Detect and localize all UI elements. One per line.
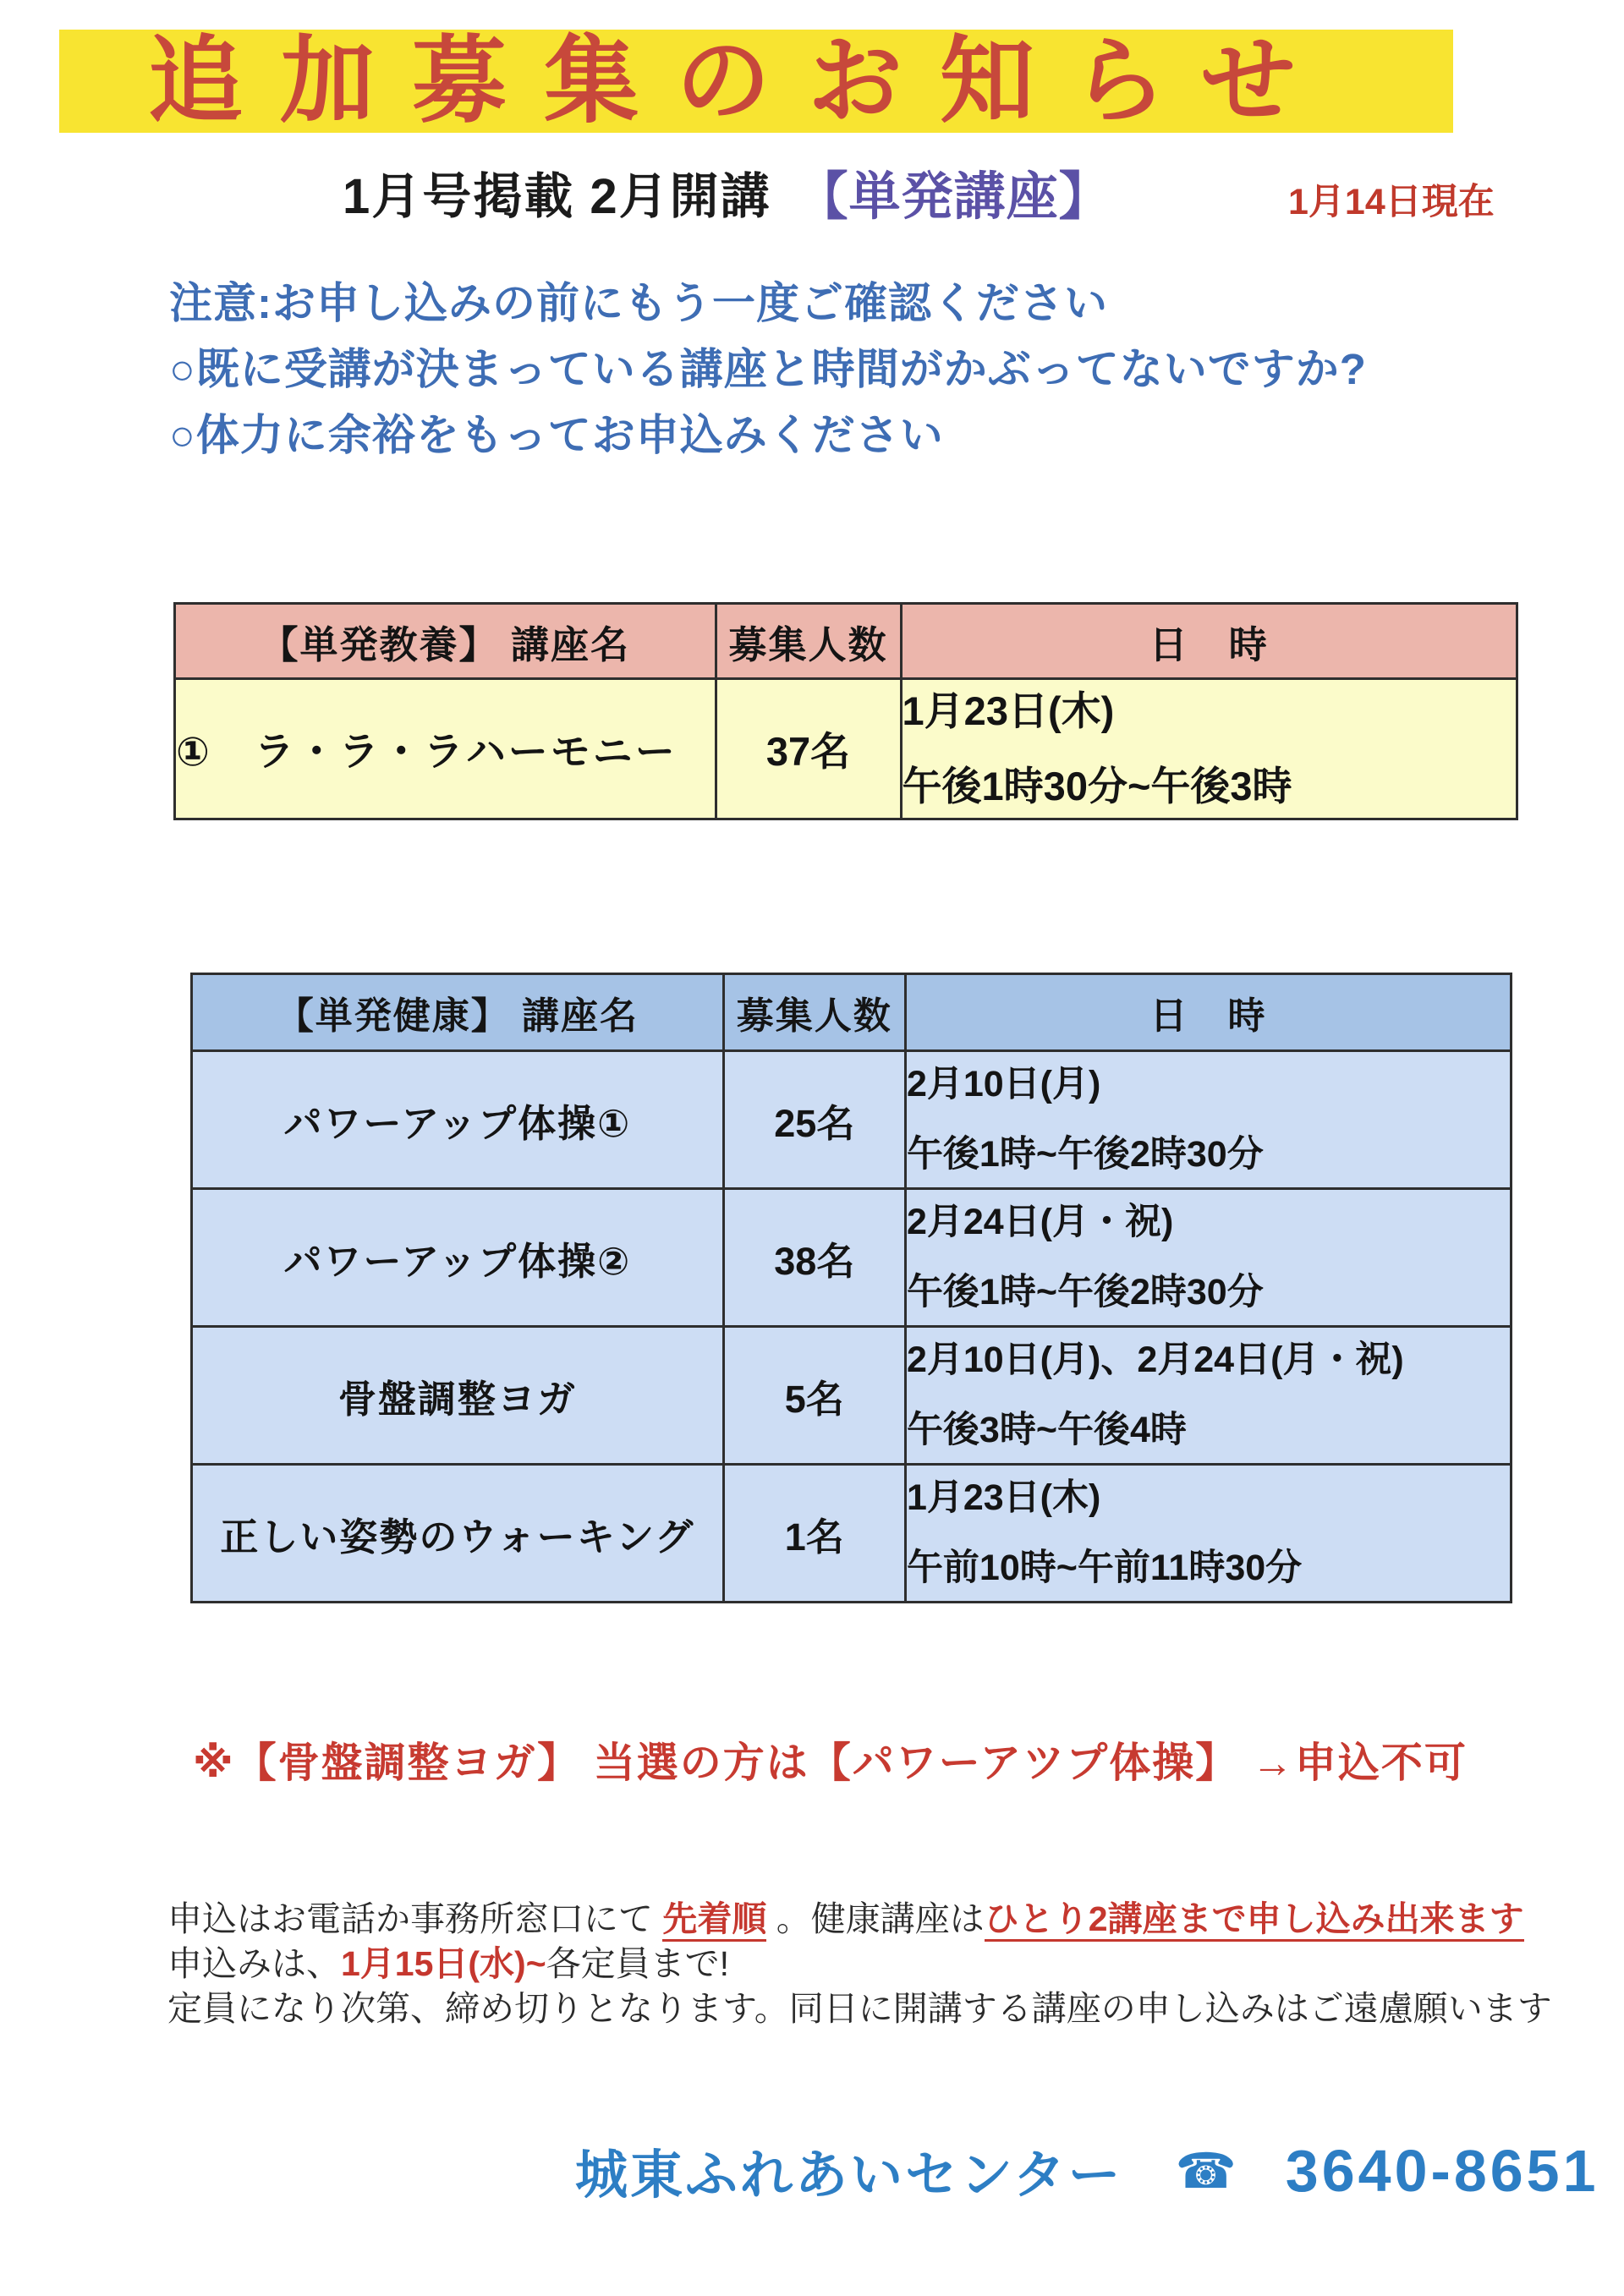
course-capacity: 38名 [723, 1189, 905, 1327]
course-datetime [905, 1051, 1511, 1189]
footer-contact [575, 2133, 1599, 2208]
phone-number: 3640-8651 [1285, 2137, 1599, 2204]
as-of-date: 1月14日現在 [1288, 182, 1495, 222]
application-line-2 [167, 1942, 1552, 1986]
course-name: パワーアップ体操② [192, 1189, 724, 1327]
course-date: 1月23日(木) [906, 1477, 1101, 1518]
application-line-1 [167, 1897, 1552, 1942]
course-date: 2月24日(月・祝) [906, 1201, 1174, 1242]
table-header-row [175, 604, 1517, 679]
yoga-exclusion-note: ※【骨盤調整ヨガ】 当選の方は【パワーアツプ体操】 →申込不可 [193, 1740, 1468, 1786]
course-date: 1月23日(木) [902, 688, 1115, 734]
notice-line-2: ○既に受講が決まっている講座と時間がかぶってないですか? [169, 345, 1367, 393]
course-datetime [905, 1465, 1511, 1603]
application-start-date: 1月15日(水)~ [341, 1944, 546, 1983]
application-line2-post: 各定員まで! [546, 1944, 730, 1983]
table-row [175, 679, 1517, 819]
course-name: 骨盤調整ヨガ [192, 1327, 724, 1465]
application-line1-mid: 。健康講座は [766, 1899, 985, 1938]
phone-icon: ☎ [1175, 2143, 1237, 2199]
t2-header-capacity: 募集人数 [723, 974, 905, 1051]
course-date: 2月10日(月)、2月24日(月・祝) [906, 1339, 1404, 1380]
subtitle-schedule: 1月号掲載 2月開講 [343, 169, 771, 224]
t2-header-course-name: 【単発健康】 講座名 [192, 974, 724, 1051]
table-row [192, 1327, 1512, 1465]
notice-line-3: ○体力に余裕をもってお申込みください [169, 411, 944, 459]
application-line1-pre: 申込はお電話か事務所窓口にて [167, 1899, 663, 1938]
subtitle-row [343, 157, 1111, 227]
table-row [192, 1051, 1512, 1189]
course-datetime [905, 1189, 1511, 1327]
course-time: 午後1時30分~午後3時 [902, 763, 1292, 808]
subtitle-course-type: 【単発講座】 [796, 167, 1111, 225]
course-name: 正しい姿勢のウォーキング [192, 1465, 724, 1603]
course-capacity: 1名 [723, 1465, 905, 1603]
single-culture-course-table [173, 602, 1518, 820]
course-name: パワーアップ体操① [192, 1051, 724, 1189]
course-capacity: 37名 [716, 679, 901, 819]
t2-header-datetime: 日 時 [905, 974, 1511, 1051]
course-name: ① ラ・ラ・ラハーモニー [175, 679, 716, 819]
banner [59, 30, 1453, 133]
notice-block [169, 271, 1367, 469]
two-course-limit: ひとり2講座まで申し込み出来ます [985, 1899, 1524, 1942]
course-datetime [901, 679, 1517, 819]
table-row [192, 1189, 1512, 1327]
application-line2-pre: 申込みは、 [167, 1944, 341, 1983]
notice-line-1: 注意:お申し込みの前にもう一度ご確認ください [169, 279, 1108, 327]
center-name: 城東ふれあいセンター [575, 2146, 1123, 2205]
table-header-row [192, 974, 1512, 1051]
single-health-course-table [190, 973, 1512, 1603]
first-come-first-served: 先着順 [662, 1899, 766, 1942]
course-time: 午前10時~午前11時30分 [906, 1548, 1303, 1588]
application-line-3: 定員になり次第、締め切りとなります。同日に開講する講座の申し込みはご遠慮願います [167, 1989, 1552, 2028]
course-date: 2月10日(月) [906, 1063, 1101, 1104]
course-time: 午後1時~午後2時30分 [906, 1134, 1264, 1175]
course-datetime [905, 1327, 1511, 1465]
banner-title: 追加募集のお知らせ [148, 28, 1333, 134]
course-capacity: 25名 [723, 1051, 905, 1189]
application-instructions [167, 1897, 1552, 2031]
course-time: 午後1時~午後2時30分 [906, 1272, 1264, 1312]
course-time: 午後3時~午後4時 [906, 1410, 1187, 1450]
t1-header-capacity: 募集人数 [716, 604, 901, 679]
t1-header-datetime: 日 時 [901, 604, 1517, 679]
course-capacity: 5名 [723, 1327, 905, 1465]
table-row [192, 1465, 1512, 1603]
t1-header-course-name: 【単発教養】 講座名 [175, 604, 716, 679]
